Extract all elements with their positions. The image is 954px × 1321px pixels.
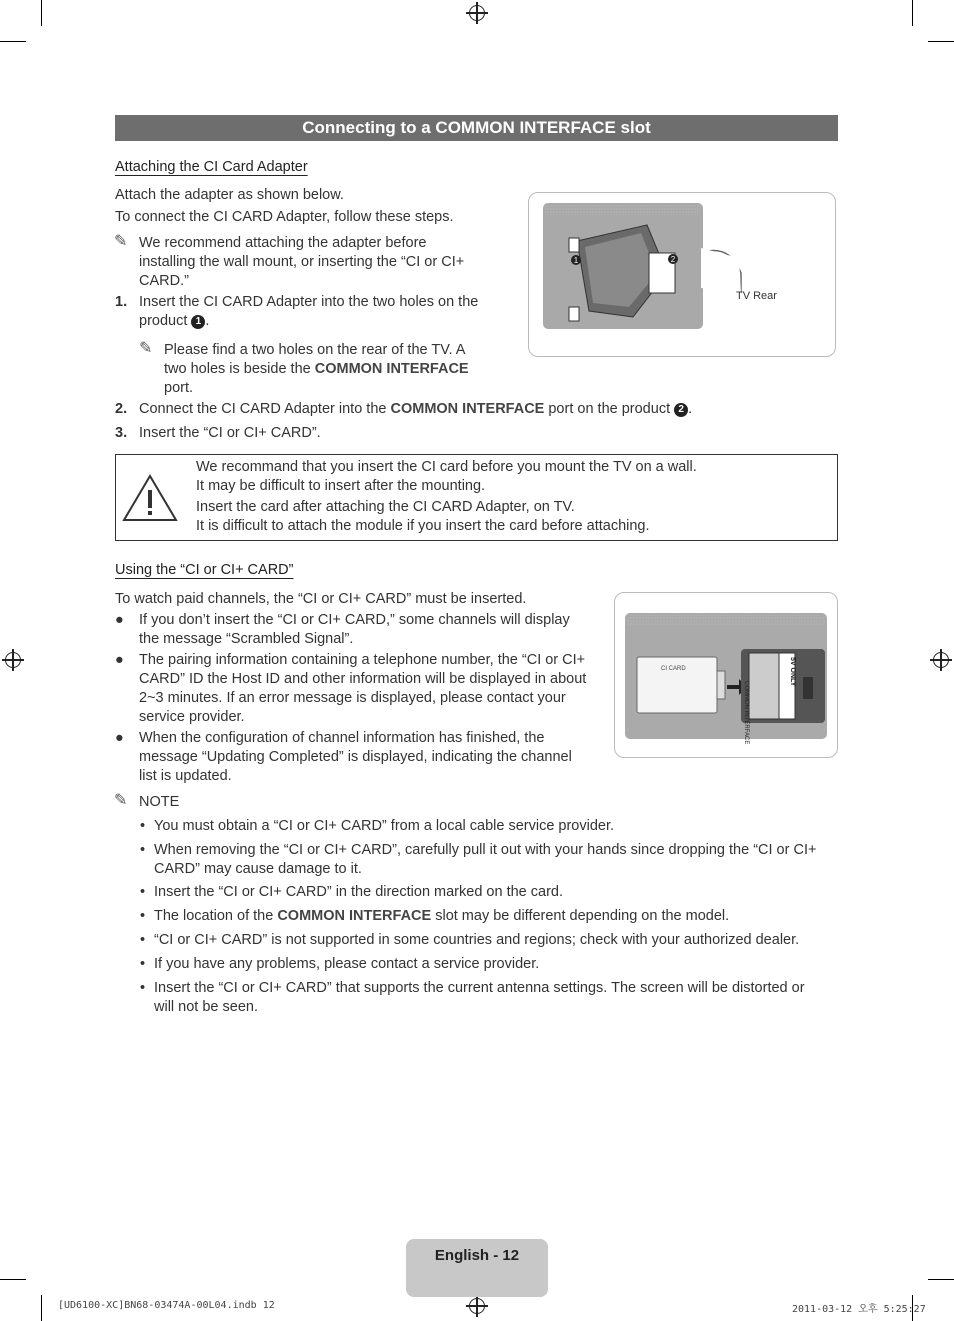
registration-mark-icon: [933, 652, 949, 668]
subsection-heading: Attaching the CI Card Adapter: [115, 159, 308, 175]
slot-label: COMMON INTERFACE: [743, 681, 749, 745]
dot-icon: •: [140, 884, 146, 900]
adapter-figure: [528, 192, 836, 357]
note-text: We recommend attaching the adapter before: [139, 235, 427, 251]
bullet-text: If you don’t insert the “CI or CI+ CARD,” some channels will display: [139, 612, 570, 628]
bullet-text: 2~3 minutes. If an error message is displayed, please contact your: [139, 690, 566, 706]
caution-box: [115, 454, 838, 541]
dot-icon: •: [140, 980, 146, 996]
card-label: CI CARD: [661, 666, 686, 672]
caution-text: It is difficult to attach the module if you insert the card before attaching.: [196, 518, 650, 534]
registration-mark-icon: [5, 652, 21, 668]
intro-text: To watch paid channels, the “CI or CI+ CARD” must be inserted.: [115, 591, 527, 607]
registration-mark-icon: [469, 1298, 485, 1314]
note-heading: NOTE: [139, 794, 180, 810]
print-slug-right: 2011-03-12 오후 5:25:27: [792, 1304, 926, 1315]
step-number: 1.: [115, 294, 128, 310]
crop-mark: [0, 41, 26, 42]
note-text: installing the wall mount, or inserting the “CI or CI+: [139, 254, 465, 270]
ci-card-insert-illustration: [615, 593, 837, 757]
note-text: CARD.”: [139, 273, 189, 289]
crop-mark: [41, 0, 42, 26]
note-item: When removing the “CI or CI+ CARD”, carefully pull it out with your hands since dropping the “CI or CI+: [154, 842, 817, 858]
bullet-text: service provider.: [139, 709, 245, 725]
caution-text: Insert the card after attaching the CI CARD Adapter, on TV.: [196, 499, 575, 515]
subsection-heading: Using the “CI or CI+ CARD”: [115, 562, 294, 578]
note-item: If you have any problems, please contact a service provider.: [154, 956, 540, 972]
figure-marker: 1: [573, 256, 579, 265]
bullet-text: message “Updating Completed” is displayed, indicating the channel: [139, 749, 572, 765]
note-text: Please find a two holes on the rear of the TV. A: [164, 342, 466, 358]
note-text: port.: [164, 380, 194, 396]
bullet-text: When the configuration of channel information has finished, the: [139, 730, 545, 746]
bullet-icon: ●: [115, 652, 124, 668]
note-item: You must obtain a “CI or CI+ CARD” from a local cable service provider.: [154, 818, 615, 834]
step-text: product 1 .: [139, 313, 210, 329]
note-item: CARD” may cause damage to it.: [154, 861, 362, 877]
page-number-tab: English - 12: [406, 1239, 548, 1297]
figure-label: TV Rear: [736, 290, 777, 302]
crop-mark: [928, 1279, 954, 1280]
step-text: Insert the “CI or CI+ CARD”.: [139, 425, 321, 441]
print-slug-left: [UD6100-XC]BN68-03474A-00L04.indb 12: [58, 1300, 275, 1311]
note-item: The location of the COMMON INTERFACE slot may be different depending on the model.: [154, 908, 730, 924]
marker-1-icon: 1: [191, 315, 205, 329]
warning-icon: [122, 473, 178, 523]
note-item: Insert the “CI or CI+ CARD” in the direction marked on the card.: [154, 884, 563, 900]
step-number: 3.: [115, 425, 128, 441]
dot-icon: •: [140, 956, 146, 972]
step-number: 2.: [115, 401, 128, 417]
crop-mark: [912, 0, 913, 26]
bullet-icon: ●: [115, 730, 124, 746]
crop-mark: [0, 1279, 26, 1280]
note-item: will not be seen.: [154, 999, 258, 1015]
section-title: Connecting to a COMMON INTERFACE slot: [115, 115, 838, 141]
bullet-text: The pairing information containing a telephone number, the “CI or CI+: [139, 652, 586, 668]
dot-icon: •: [140, 842, 146, 858]
bullet-text: the message “Scrambled Signal”.: [139, 631, 354, 647]
pencil-note-icon: ✎: [139, 340, 153, 357]
note-text: two holes is beside the COMMON INTERFACE: [164, 361, 469, 377]
bullet-text: CARD” ID the Host ID and other information will be displayed in about: [139, 671, 587, 687]
dot-icon: •: [140, 908, 146, 924]
caution-text: It may be difficult to insert after the mounting.: [196, 478, 486, 494]
intro-text: To connect the CI CARD Adapter, follow these steps.: [115, 209, 454, 225]
figure-marker: 2: [670, 255, 676, 264]
bullet-icon: ●: [115, 612, 124, 628]
crop-mark: [928, 41, 954, 42]
ci-card-figure: [614, 592, 838, 758]
step-text: Insert the CI CARD Adapter into the two holes on the: [139, 294, 479, 310]
crop-mark: [41, 1295, 42, 1321]
registration-mark-icon: [469, 5, 485, 21]
tv-rear-illustration: [529, 193, 835, 356]
caution-text: We recommand that you insert the CI card before you mount the TV on a wall.: [196, 459, 697, 475]
intro-text: Attach the adapter as shown below.: [115, 187, 344, 203]
dot-icon: •: [140, 932, 146, 948]
bullet-text: list is updated.: [139, 768, 232, 784]
note-item: Insert the “CI or CI+ CARD” that supports the current antenna settings. The screen will be distorted or: [154, 980, 805, 996]
note-item: “CI or CI+ CARD” is not supported in some countries and regions; check with your authorized dealer.: [154, 932, 800, 948]
marker-2-icon: 2: [674, 403, 688, 417]
pencil-note-icon: ✎: [114, 233, 128, 250]
step-text: Connect the CI CARD Adapter into the COMMON INTERFACE port on the product 2 .: [139, 401, 693, 417]
slot-sublabel: 5V ONLY: [789, 657, 796, 687]
dot-icon: •: [140, 818, 146, 834]
pencil-note-icon: ✎: [114, 792, 128, 809]
